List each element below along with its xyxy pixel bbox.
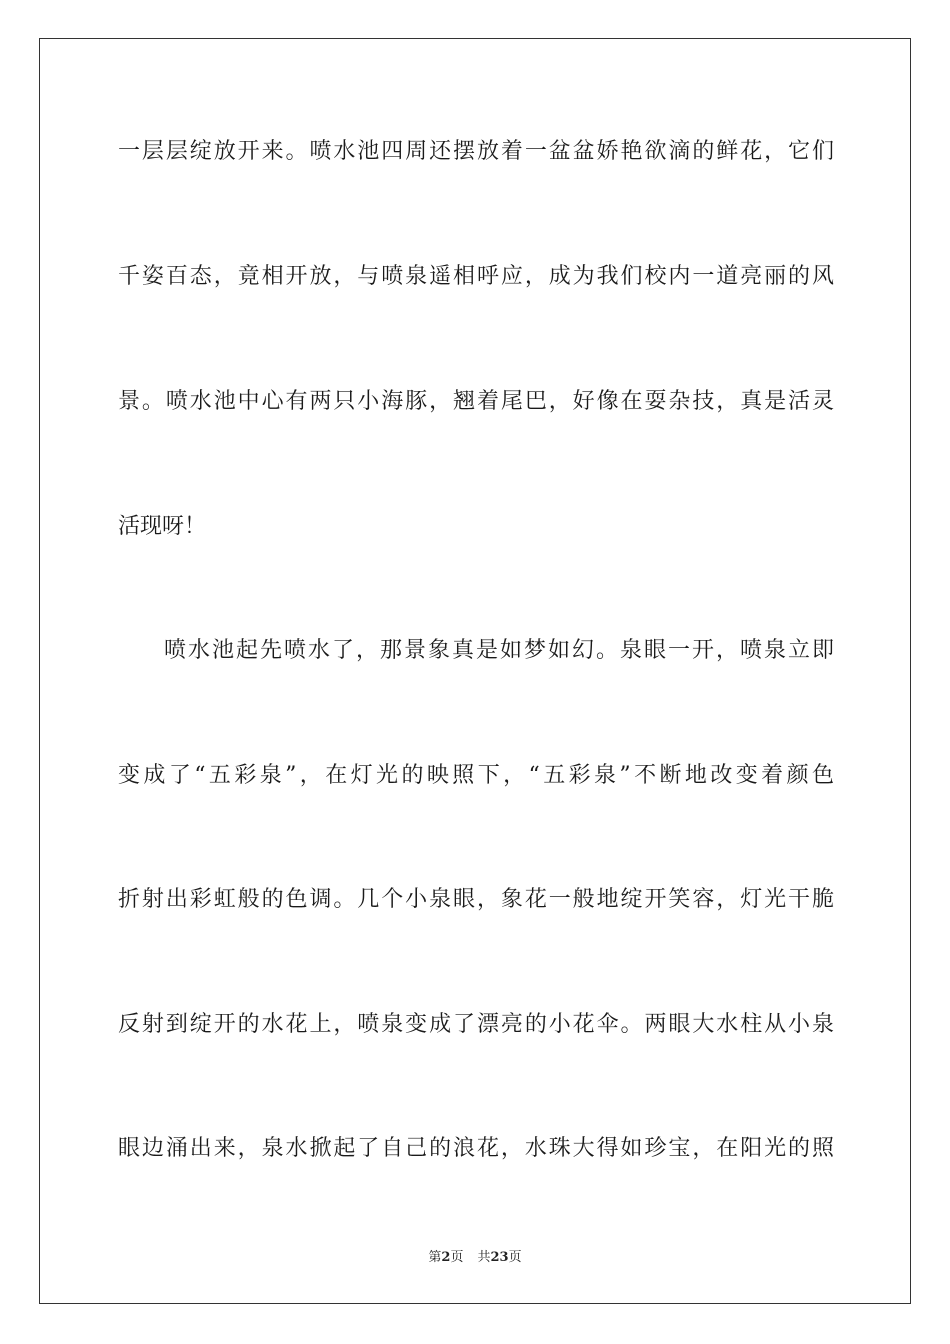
paragraph-line: 一层层绽放开来。喷水池四周还摆放着一盆盆娇艳欲滴的鲜花，它们	[118, 139, 834, 164]
paragraph-line: 折射出彩虹般的色调。几个小泉眼，象花一般地绽开笑容，灯光干脆	[118, 887, 834, 912]
paragraph-line: 喷水池起先喷水了，那景象真是如梦如幻。泉眼一开，喷泉立即	[164, 638, 834, 663]
page-footer	[0, 1246, 950, 1265]
current-page-number: 2	[441, 1250, 451, 1265]
page-label-prefix: 第	[428, 1250, 442, 1265]
total-label-prefix: 共	[477, 1250, 491, 1265]
total-label-unit: 页	[508, 1250, 522, 1265]
page-label-unit: 页	[450, 1250, 464, 1265]
paragraph-line: 活现呀！	[118, 514, 207, 539]
paragraph-line: 千姿百态，竟相开放，与喷泉遥相呼应，成为我们校内一道亮丽的风	[118, 264, 834, 289]
paragraph-line: 眼边涌出来，泉水掀起了自己的浪花，水珠大得如珍宝，在阳光的照	[118, 1136, 834, 1161]
total-page-count: 23	[490, 1250, 509, 1265]
paragraph-line: 变成了“五彩泉”，在灯光的映照下，“五彩泉”不断地改变着颜色	[118, 763, 834, 788]
paragraph-line: 景。喷水池中心有两只小海豚，翘着尾巴，好像在耍杂技，真是活灵	[118, 389, 834, 414]
paragraph-line: 反射到绽开的水花上，喷泉变成了漂亮的小花伞。两眼大水柱从小泉	[118, 1012, 834, 1037]
page-border	[39, 38, 911, 1304]
